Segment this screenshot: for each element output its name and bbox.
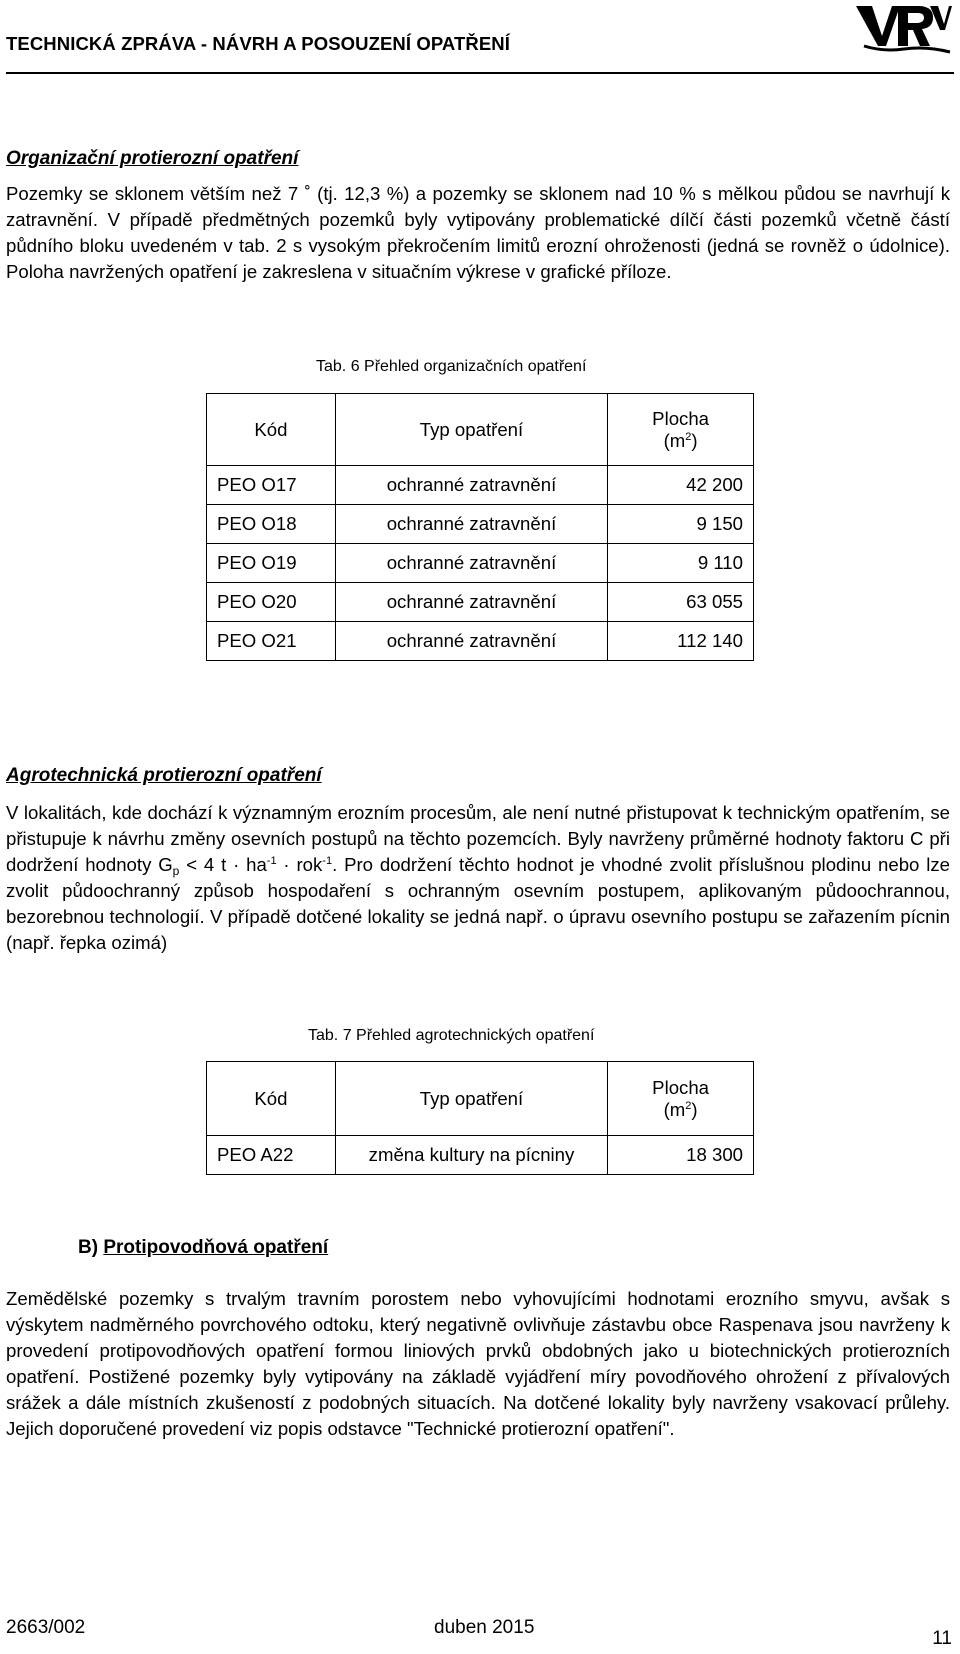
area-label: Plocha: [652, 407, 710, 429]
cell-type: ochranné zatravnění: [335, 505, 607, 544]
table-header-row: [207, 394, 754, 466]
section-b-title: Protipovodňová opatření: [103, 1237, 329, 1258]
section-heading-agrotechnicka: Agrotechnická protierozní opatření: [6, 765, 322, 786]
cell-code: PEO O18: [207, 505, 336, 544]
cell-code: PEO O17: [207, 466, 336, 505]
cell-type: ochranné zatravnění: [335, 544, 607, 583]
col-header-code: Kód: [207, 394, 336, 466]
cell-code: PEO O19: [207, 544, 336, 583]
cell-area: 9 150: [608, 505, 754, 544]
col-header-type: Typ opatření: [335, 394, 607, 466]
cell-code: PEO A22: [207, 1136, 336, 1175]
table-row: [207, 466, 754, 505]
area-unit: (m: [663, 1098, 686, 1120]
document-title: TECHNICKÁ ZPRÁVA - NÁVRH A POSOUZENÍ OPATŘENÍ: [6, 33, 511, 54]
table-row: [207, 505, 754, 544]
table-header-row: [207, 1062, 754, 1136]
col-header-area: [608, 1062, 754, 1136]
cell-type: ochranné zatravnění: [335, 466, 607, 505]
section-heading-protipovodnova: [78, 1237, 328, 1259]
section-b-prefix: B): [78, 1237, 104, 1258]
area-unit-sup: 2: [685, 1099, 692, 1112]
agro-sup-2: -1: [322, 855, 333, 867]
cell-type: ochranné zatravnění: [335, 622, 607, 661]
cell-area: 63 055: [608, 583, 754, 622]
table7-caption: Tab. 7 Přehled agrotechnických opatření: [308, 1027, 595, 1044]
footer-document-number: 2663/002: [6, 1617, 86, 1638]
agro-text-mid2: · rok: [276, 854, 323, 875]
cell-area: 18 300: [608, 1136, 754, 1175]
cell-code: PEO O20: [207, 583, 336, 622]
agro-text-start: V lokalitách, kde dochází k významným erozním procesům, ale není nutné přistupovat k technickým opatřením, se přistupuje k návrhu změny osevních postupů na těchto pozemcích. Byly navrženy průměrné hodnoty faktoru C při dodržení hodnoty G: [6, 802, 950, 875]
section-heading-organizacni: Organizační protierozní opatření: [6, 148, 299, 169]
cell-area: 9 110: [608, 544, 754, 583]
cell-type: ochranné zatravnění: [335, 583, 607, 622]
agro-sup-1: -1: [266, 855, 277, 867]
vrv-logo: [854, 2, 952, 54]
cell-area: 42 200: [608, 466, 754, 505]
area-label: Plocha: [652, 1076, 710, 1098]
col-header-area: [608, 394, 754, 466]
table-organizacni-opatreni: [206, 393, 754, 661]
col-header-code: Kód: [207, 1062, 336, 1136]
table-row: [207, 1136, 754, 1175]
table6-caption: Tab. 6 Přehled organizačních opatření: [316, 358, 587, 375]
footer-date: duben 2015: [434, 1617, 535, 1638]
agro-text-end: . Pro dodržení těchto hodnot je vhodné zvolit příslušnou plodinu nebo lze zvolit půdoochranný způsob hospodaření s ochranným osevním postupem, aplikovaným půdoochrannou, bezorebnou technologií. V případě dotčené lokality se jedná např. o úpravu osevního postupu se zařazením pícnin (např. řepka ozimá): [6, 854, 950, 953]
table-row: [207, 544, 754, 583]
organizacni-paragraph: Pozemky se sklonem větším než 7 ˚ (tj. 12,3 %) a pozemky se sklonem nad 10 % s mělkou půdou se navrhují k zatravnění. V případě předmětných pozemků byly vytipovány problematické dílčí části pozemků včetně částí půdního bloku uvedeném v tab. 2 s vysokým překročením limitů erozní ohroženosti (jedná se rovněž o údolnice). Poloha navržených opatření je zakreslena v situačním výkrese v grafické příloze.: [6, 183, 950, 282]
cell-type: změna kultury na pícniny: [335, 1136, 607, 1175]
area-unit-sup: 2: [685, 430, 692, 443]
table-row: [207, 583, 754, 622]
page-header: [6, 0, 954, 74]
protipovodnova-paragraph: Zemědělské pozemky s trvalým travním porostem nebo vyhovujícími hodnotami erozního smyvu, avšak s výskytem nadměrného povrchového odtoku, který negativně ovlivňuje zástavbu obce Raspenava jsou navrženy k provedení protipovodňových opatření formou liniových prvků obdobných jako u biotechnických protierozních opatření. Postižené pozemky byly vytipovány na základě vyjádření míry povodňového ohrožení z přívalových srážek a dále místních zkušeností z podobných situacích. Na dotčené lokality byly navrženy vsakovací průlehy. Jejich doporučené provedení viz popis odstavce "Technické protierozní opatření".: [6, 1288, 950, 1439]
table-agrotechnicka-opatreni: [206, 1061, 754, 1175]
area-unit-end: ): [691, 1098, 698, 1120]
area-unit: (m: [663, 429, 686, 451]
agro-text-mid: < 4 t · ha: [179, 854, 267, 875]
area-unit-end: ): [691, 429, 698, 451]
cell-area: 112 140: [608, 622, 754, 661]
table-row: [207, 622, 754, 661]
footer-page-number: 11: [932, 1628, 952, 1649]
cell-code: PEO O21: [207, 622, 336, 661]
col-header-type: Typ opatření: [335, 1062, 607, 1136]
agrotechnicka-paragraph: [6, 800, 950, 956]
agro-sub-p: p: [172, 864, 180, 878]
